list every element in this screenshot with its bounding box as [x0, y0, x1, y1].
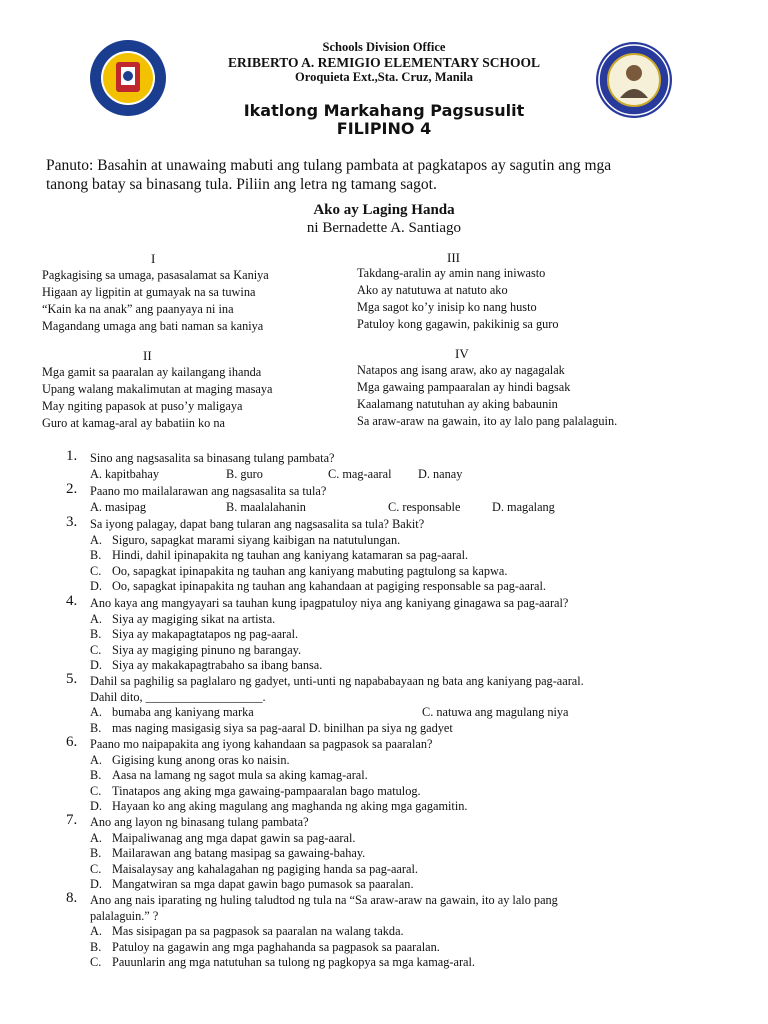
question-text: Ano ang layon ng binasang tulang pambata? [90, 815, 309, 829]
question-8 [66, 890, 746, 971]
question-number: 8. [66, 890, 78, 906]
option-a: A. Mas sisipagan pa sa pagpasok sa paaralan na walang takda. [90, 924, 404, 938]
option-c: C. Siya ay magiging pinuno ng barangay. [90, 642, 302, 657]
stanza-3 [357, 250, 747, 333]
stanza-line: Mga gawaing pampaaralan ay hindi bagsak [357, 380, 571, 394]
option-c: C. mag-aaral [328, 467, 392, 481]
stanza-line: Takdang-aralin ay amin nang iniwasto [357, 266, 546, 280]
stanza-number: IV [455, 346, 469, 361]
option-b: B. guro [226, 467, 263, 481]
question-number: 1. [66, 448, 78, 464]
option-b-d: B. mas naging masigasig siya sa pag-aaral D. binilhan pa siya ng gadyet [90, 720, 453, 735]
option-a: A. kapitbahay [90, 467, 159, 481]
question-text: Dahil sa paghilig sa paglalaro ng gadyet, unti-unti ng napababayaan ng bata ang kaniyang pag-aaral. [90, 674, 584, 688]
exam-title: Ikatlong Markahang Pagsusulit [243, 101, 525, 120]
option-b: B. Mailarawan ang batang masipag sa gawaing-bahay. [90, 846, 366, 860]
stanza-line: Higaan ay ligpitin at gumayak na sa tuwina [42, 285, 256, 299]
question-number: 6. [66, 734, 78, 750]
question-text: Paano mo mailalarawan ang nagsasalita sa tula? [90, 484, 327, 498]
question-text: Sino ang nagsasalita sa binasang tulang pambata? [90, 451, 335, 465]
option-a: A. masipag [90, 500, 147, 514]
stanza-line: Ako ay natutuwa at natuto ako [357, 283, 508, 297]
option-d: D. Mangatwiran sa mga dapat gawin bago pumasok sa paaralan. [90, 877, 414, 891]
option-c: C. responsable [388, 500, 461, 514]
question-number: 4. [66, 593, 78, 609]
school-address: Oroquieta Ext.,Sta. Cruz, Manila [295, 70, 473, 84]
question-text: Ano kaya ang mangyayari sa tauhan kung ipagpatuloy niya ang kaniyang ginagawa sa pag-aaral? [90, 596, 569, 610]
question-3 [66, 514, 746, 595]
question-1 [66, 448, 746, 483]
option-a: A. Maipaliwanag ang mga dapat gawin sa pag-aaral. [90, 830, 356, 845]
stanza-line: Guro at kamag-aral ay babatiin ko na [42, 416, 226, 430]
stanza-line: Upang walang makalimutan at maging masaya [42, 382, 273, 396]
option-c: C. Tinatapos ang aking mga gawaing-pampaaralan bago matulog. [90, 783, 421, 798]
option-d: D. nanay [418, 467, 463, 481]
stanza-4 [357, 345, 757, 430]
question-text-continued: Dahil dito, ___________________. [90, 689, 266, 704]
instructions-line-1: Panuto: Basahin at unawaing mabuti ang tulang pambata at pagkatapos ay sagutin ang mga [46, 157, 612, 174]
option-d: D. magalang [492, 500, 555, 514]
option-b: B. Aasa na lamang ng sagot mula sa aking kamag-aral. [90, 768, 368, 782]
stanza-line: May ngiting papasok at puso’y maligaya [42, 399, 243, 413]
stanza-line: Magandang umaga ang bati naman sa kaniya [42, 319, 264, 333]
option-c: C. Maisalaysay ang kahalagahan ng pagiging handa sa pag-aaral. [90, 861, 418, 876]
question-number: 5. [66, 671, 78, 687]
option-c: C. natuwa ang magulang niya [422, 705, 569, 719]
option-b: B. Hindi, dahil ipinapakita ng tauhan ang kaniyang katamaran sa pag-aaral. [90, 548, 469, 562]
question-4 [66, 593, 746, 674]
question-5 [66, 671, 746, 736]
question-number: 2. [66, 481, 78, 497]
option-b: B. Siya ay makapagtatapos ng pag-aaral. [90, 627, 299, 641]
stanza-2 [42, 347, 362, 432]
stanza-number: III [447, 250, 460, 265]
stanza-number: I [151, 251, 156, 266]
question-text-continued: palalaguin.” ? [90, 908, 159, 923]
option-d: D. Siya ay makakapagtrabaho sa ibang bansa. [90, 658, 323, 672]
option-a: A. bumaba ang kaniyang marka [90, 705, 254, 719]
option-a: A. Gigising kung anong oras ko naisin. [90, 752, 290, 767]
option-b: B. Patuloy na gagawin ang mga paghahanda sa pagpasok sa paaralan. [90, 939, 440, 954]
option-a: A. Siguro, sapagkat marami siyang kaibigan na natutulungan. [90, 532, 401, 547]
instructions-line-2: tanong batay sa binasang tula. Piliin ang letra ng tamang sagot. [46, 176, 437, 193]
stanza-line: Patuloy kong gagawin, pakikinig sa guro [357, 317, 559, 331]
stanza-line: Mga gamit sa paaralan ay kailangang ihanda [42, 365, 262, 379]
stanza-line: Pagkagising sa umaga, pasasalamat sa Kaniya [42, 268, 269, 282]
option-d: D. Hayaan ko ang aking magulang ang maghanda ng aking mga gagamitin. [90, 799, 468, 813]
question-6 [66, 734, 746, 815]
option-a: A. Siya ay magiging sikat na artista. [90, 611, 276, 626]
question-7 [66, 812, 746, 893]
poem-author: ni Bernadette A. Santiago [306, 220, 462, 236]
stanza-line: Sa araw-araw na gawain, ito ay lalo pang palalaguin. [357, 414, 618, 428]
question-text: Paano mo naipapakita ang iyong kahandaan sa pagpasok sa paaralan? [90, 737, 433, 751]
option-b: B. maalalahanin [226, 500, 306, 514]
exam-subject: FILIPINO 4 [336, 119, 432, 138]
question-2 [66, 481, 746, 516]
stanza-line: Mga sagot ko’y inisip ko nang husto [357, 300, 537, 314]
stanza-line: Natapos ang isang araw, ako ay nagagalak [357, 363, 565, 377]
school-name: ERIBERTO A. REMIGIO ELEMENTARY SCHOOL [228, 55, 540, 70]
division-office: Schools Division Office [322, 40, 446, 54]
stanza-line: “Kain ka na anak” ang paanyaya ni ina [42, 302, 234, 316]
question-number: 7. [66, 812, 78, 828]
question-number: 3. [66, 514, 78, 530]
stanza-line: Kaalamang natutuhan ay aking babaunin [357, 397, 558, 411]
stanza-1 [42, 250, 362, 335]
poem-title: Ako ay Laging Handa [313, 202, 455, 218]
option-d: D. Oo, sapagkat ipinapakita ng tauhan ang kahandaan at pagiging responsable sa pag-aaral. [90, 579, 546, 593]
stanza-number: II [143, 348, 152, 363]
option-c: C. Pauunlarin ang mga natutuhan sa tulong ng pagkopya sa mga kamag-aral. [90, 955, 475, 969]
question-text: Ano ang nais iparating ng huling taludtod ng tula na “Sa araw-araw na gawain, ito ay lalo pang [90, 893, 558, 907]
option-c: C. Oo, sapagkat ipinapakita ng tauhan ang kaniyang mabuting pagtulong sa kapwa. [90, 563, 508, 578]
question-text: Sa iyong palagay, dapat bang tularan ang nagsasalita sa tula? Bakit? [90, 517, 425, 531]
